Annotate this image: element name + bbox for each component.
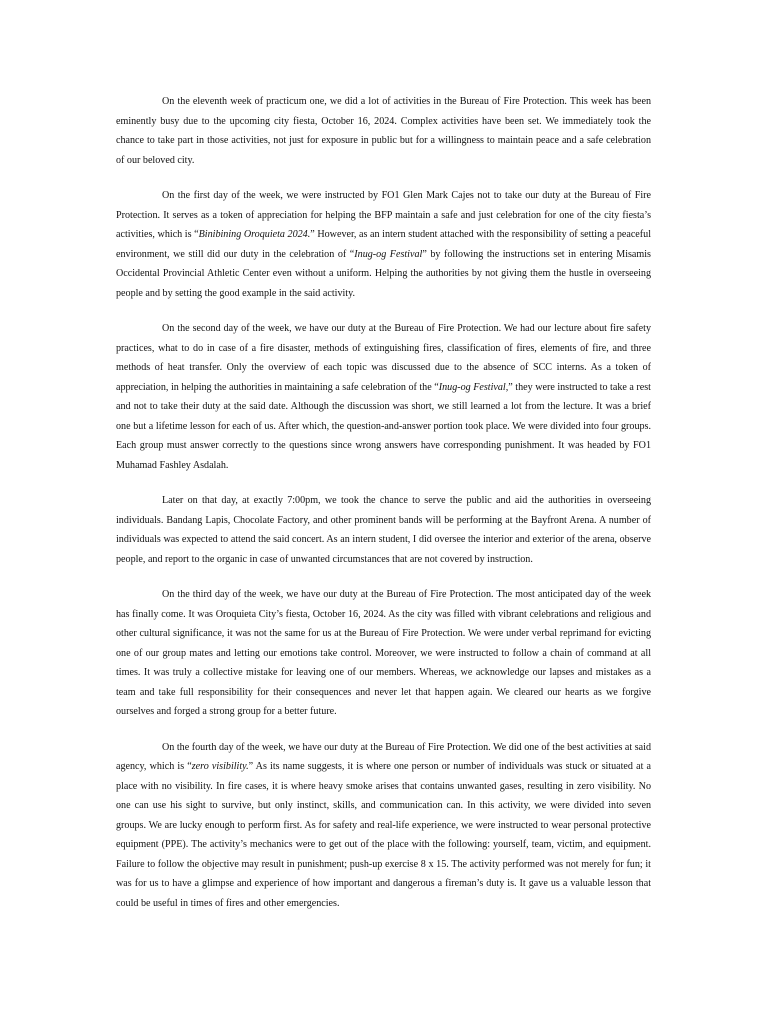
paragraph-first-day bbox=[116, 186, 651, 303]
paragraph-text: ” they were instructed to take a rest and not to take their duty at the said date. Although the discussion was short, we still learned a lot from the lecture. It was a brief one but a lifetime lesson for each of us. After which, the question-and-answer portion took place. We were divided into four groups. Each group must answer correctly to the questions since wrong answers have corresponding punishment. It was headed by FO1 Muhamad Fashley Asdalah. bbox=[116, 381, 651, 471]
document-body bbox=[116, 92, 651, 929]
paragraph-text: On the fourth day of the week, we have our duty at the Bureau of Fire Protection. We did one of the best activities at said agency, which is “ bbox=[116, 741, 651, 772]
paragraph-second-day bbox=[116, 319, 651, 475]
paragraph-text: On the first day of the week, we were instructed by FO1 Glen Mark Cajes not to take our duty at the Bureau of Fire Protection. It serves as a token of appreciation for helping the BFP maintain a safe and just celebration for one of the city fiesta’s activities, which is “ bbox=[116, 190, 651, 240]
paragraph-text: ” by following the instructions set in entering Misamis Occidental Provincial Athletic Center even without a uniform. Helping the authorities by not giving them the hustle in overseeing people and by setting the good example in the said activity. bbox=[116, 248, 651, 299]
paragraph-third-day bbox=[116, 585, 651, 722]
paragraph-text: Later on that day, at exactly 7:00pm, we took the chance to serve the public and aid the authorities in overseeing individuals. Bandang Lapis, Chocolate Factory, and other prominent bands will be performing at the Bayfront Arena. A number of individuals was expected to attend the said concert. As an intern student, I did oversee the interior and exterior of the arena, observe people, and report to the organic in case of unwanted circumstances that are not covered by instruction. bbox=[116, 495, 651, 565]
paragraph-text: On the second day of the week, we have our duty at the Bureau of Fire Protection. We had our lecture about fire safety practices, what to do in case of a fire disaster, methods of extinguishing fires, classification of fires, elements of fire, and three methods of heat transfer. Only the overview of each topic was discussed due to the absence of SCC interns. As a token of appreciation, in helping the authorities in maintaining a safe celebration of the “ bbox=[116, 323, 651, 393]
paragraph-text: ” However, as an intern student attached with the responsibility of setting a peaceful environment, we still did our duty in the celebration of “ bbox=[116, 229, 652, 260]
paragraph-italic-text: Binibining Oroquieta 2024. bbox=[198, 229, 311, 240]
paragraph-fourth-day bbox=[116, 738, 651, 914]
paragraph-italic-text: zero visibility. bbox=[191, 761, 249, 772]
paragraph-text: On the eleventh week of practicum one, we did a lot of activities in the Bureau of Fire Protection. This week has been eminently busy due to the upcoming city fiesta, October 16, 2024. Complex activities have been set. We immediately took the chance to take part in those activities, not just for exposure in public but for a willingness to maintain peace and a safe celebration of our beloved city. bbox=[116, 96, 651, 166]
paragraph-italic-text: Inug-og Festival, bbox=[438, 381, 509, 393]
paragraph-italic-text: Inug-og Festival bbox=[354, 248, 423, 260]
paragraph-text: On the third day of the week, we have our duty at the Bureau of Fire Protection. The most anticipated day of the week has finally come. It was Oroquieta City’s fiesta, October 16, 2024. As the city was filled with vibrant celebrations and religious and other cultural significance, it was not the same for us at the Bureau of Fire Protection. We were under verbal reprimand for evicting one of our group mates and letting our emotions take control. Moreover, we were instructed to follow a chain of command at all times. It was truly a collective mistake for leaving one of our members. Whereas, we acknowledge our lapses and mistakes as a team and take full responsibility for their consequences and never let that happen again. We cleared our hearts as we forgive ourselves and forged a strong group for a better future. bbox=[116, 589, 651, 717]
paragraph-second-day-evening bbox=[116, 491, 651, 569]
paragraph-week-overview bbox=[116, 92, 651, 170]
paragraph-text: ” As its name suggests, it is where one person or number of individuals was stuck or situated at a place with no visibility. In fire cases, it is where heavy smoke arises that contains unwanted gases, resulting in zero visibility. No one can use his sight to survive, but only instinct, skills, and communication can. In this activity, we were divided into seven groups. We are lucky enough to perform first. As for safety and real-life experience, we were instructed to wear personal protective equipment (PPE). The activity’s mechanics were to get out of the place with the following: yourself, team, victim, and equipment. Failure to follow the objective may result in punishment; push-up exercise 8 x 15. The activity performed was not merely for fun; it was for us to have a glimpse and experience of how important and dangerous a fireman’s duty is. It gave us a valuable lesson that could be useful in times of fires and other emergencies. bbox=[116, 761, 651, 909]
